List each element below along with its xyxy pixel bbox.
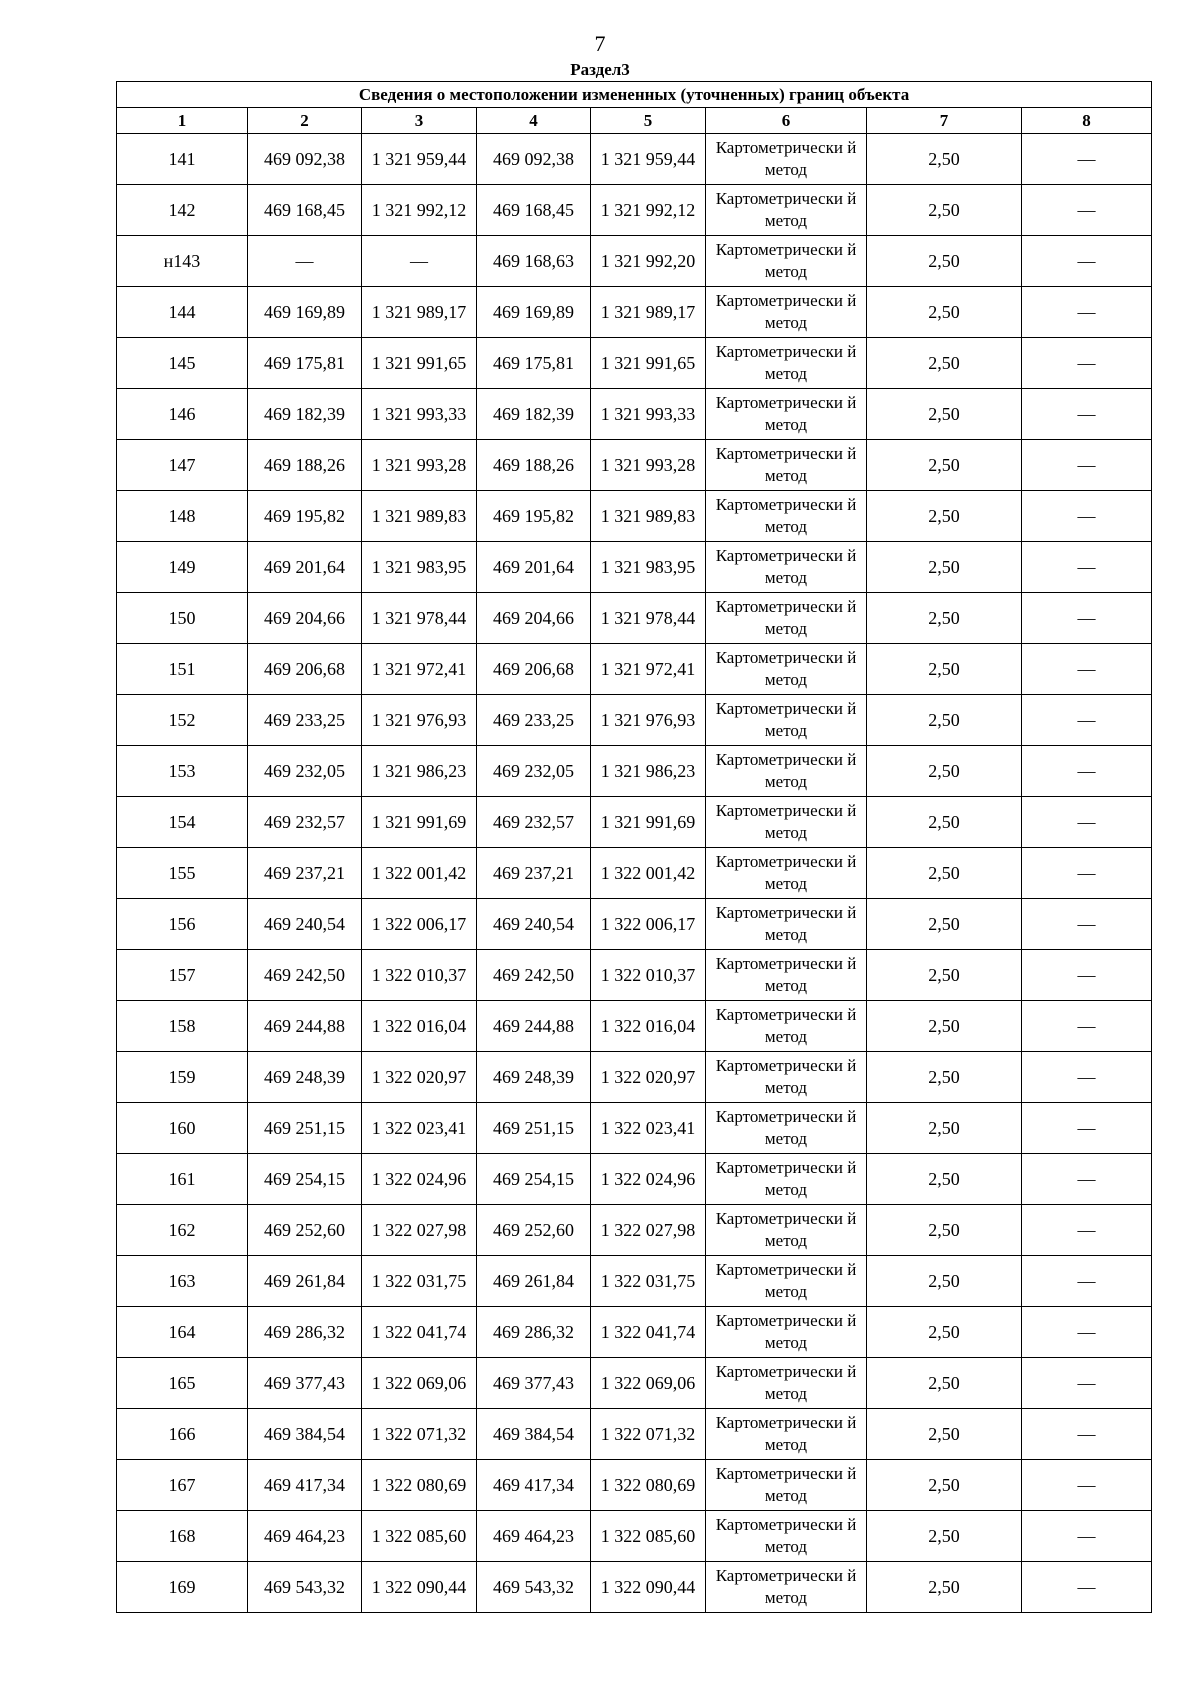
new-y-cell: 1 321 992,12 — [591, 185, 706, 236]
old-y-cell: 1 322 010,37 — [362, 950, 477, 1001]
method-cell: Картометрически й метод — [706, 1307, 867, 1358]
accuracy-cell: 2,50 — [867, 1001, 1022, 1052]
new-x-cell: 469 464,23 — [477, 1511, 591, 1562]
old-y-cell: 1 321 983,95 — [362, 542, 477, 593]
page-number: 7 — [594, 31, 606, 56]
old-x-cell: 469 286,32 — [248, 1307, 362, 1358]
old-x-cell: 469 237,21 — [248, 848, 362, 899]
old-x-cell: 469 248,39 — [248, 1052, 362, 1103]
table-row — [117, 1205, 1152, 1256]
point-id-cell: 152 — [117, 695, 248, 746]
description-cell: — — [1022, 134, 1152, 185]
table-row — [117, 1460, 1152, 1511]
description-cell: — — [1022, 797, 1152, 848]
new-x-cell: 469 237,21 — [477, 848, 591, 899]
column-number-header: 4 — [477, 108, 591, 134]
boundary-coordinates-table — [116, 81, 1152, 1613]
point-id-cell: 169 — [117, 1562, 248, 1613]
old-x-cell: 469 252,60 — [248, 1205, 362, 1256]
point-id-cell: 167 — [117, 1460, 248, 1511]
method-cell: Картометрически й метод — [706, 1358, 867, 1409]
old-x-cell: 469 092,38 — [248, 134, 362, 185]
accuracy-cell: 2,50 — [867, 491, 1022, 542]
old-x-cell: 469 195,82 — [248, 491, 362, 542]
new-x-cell: 469 204,66 — [477, 593, 591, 644]
method-cell: Картометрически й метод — [706, 338, 867, 389]
method-cell: Картометрически й метод — [706, 644, 867, 695]
old-y-cell: 1 322 071,32 — [362, 1409, 477, 1460]
table-row — [117, 1409, 1152, 1460]
new-x-cell: 469 169,89 — [477, 287, 591, 338]
point-id-cell: 168 — [117, 1511, 248, 1562]
method-cell: Картометрически й метод — [706, 695, 867, 746]
new-x-cell: 469 286,32 — [477, 1307, 591, 1358]
column-number-header: 7 — [867, 108, 1022, 134]
point-id-cell: 144 — [117, 287, 248, 338]
new-x-cell: 469 252,60 — [477, 1205, 591, 1256]
new-x-cell: 469 188,26 — [477, 440, 591, 491]
old-y-cell: 1 322 041,74 — [362, 1307, 477, 1358]
accuracy-cell: 2,50 — [867, 1409, 1022, 1460]
description-cell: — — [1022, 1001, 1152, 1052]
description-cell: — — [1022, 950, 1152, 1001]
method-cell: Картометрически й метод — [706, 1001, 867, 1052]
new-x-cell: 469 244,88 — [477, 1001, 591, 1052]
table-row — [117, 1103, 1152, 1154]
old-y-cell: 1 321 989,17 — [362, 287, 477, 338]
new-x-cell: 469 242,50 — [477, 950, 591, 1001]
description-cell: — — [1022, 593, 1152, 644]
description-cell: — — [1022, 1052, 1152, 1103]
point-id-cell: 164 — [117, 1307, 248, 1358]
method-cell: Картометрически й метод — [706, 1205, 867, 1256]
new-y-cell: 1 322 027,98 — [591, 1205, 706, 1256]
accuracy-cell: 2,50 — [867, 287, 1022, 338]
old-y-cell: 1 321 978,44 — [362, 593, 477, 644]
method-cell: Картометрически й метод — [706, 1256, 867, 1307]
table-row — [117, 593, 1152, 644]
description-cell: — — [1022, 1511, 1152, 1562]
old-y-cell: 1 322 069,06 — [362, 1358, 477, 1409]
point-id-cell: 142 — [117, 185, 248, 236]
old-x-cell: 469 201,64 — [248, 542, 362, 593]
new-y-cell: 1 321 983,95 — [591, 542, 706, 593]
new-x-cell: 469 201,64 — [477, 542, 591, 593]
description-cell: — — [1022, 695, 1152, 746]
old-y-cell: 1 321 986,23 — [362, 746, 477, 797]
new-y-cell: 1 322 001,42 — [591, 848, 706, 899]
old-y-cell: 1 322 001,42 — [362, 848, 477, 899]
method-cell: Картометрически й метод — [706, 848, 867, 899]
old-y-cell: 1 321 989,83 — [362, 491, 477, 542]
accuracy-cell: 2,50 — [867, 950, 1022, 1001]
description-cell: — — [1022, 389, 1152, 440]
old-y-cell: 1 321 991,69 — [362, 797, 477, 848]
table-row — [117, 287, 1152, 338]
new-x-cell: 469 240,54 — [477, 899, 591, 950]
table-row — [117, 440, 1152, 491]
description-cell: — — [1022, 1154, 1152, 1205]
new-x-cell: 469 233,25 — [477, 695, 591, 746]
old-y-cell: 1 321 972,41 — [362, 644, 477, 695]
method-cell: Картометрически й метод — [706, 797, 867, 848]
new-y-cell: 1 321 993,33 — [591, 389, 706, 440]
table-row — [117, 134, 1152, 185]
point-id-cell: 153 — [117, 746, 248, 797]
new-y-cell: 1 322 041,74 — [591, 1307, 706, 1358]
new-x-cell: 469 168,45 — [477, 185, 591, 236]
description-cell: — — [1022, 440, 1152, 491]
old-x-cell: — — [248, 236, 362, 287]
new-y-cell: 1 322 069,06 — [591, 1358, 706, 1409]
table-row — [117, 389, 1152, 440]
table-row — [117, 236, 1152, 287]
new-y-cell: 1 322 023,41 — [591, 1103, 706, 1154]
point-id-cell: н143 — [117, 236, 248, 287]
accuracy-cell: 2,50 — [867, 1562, 1022, 1613]
accuracy-cell: 2,50 — [867, 185, 1022, 236]
old-y-cell: 1 321 991,65 — [362, 338, 477, 389]
old-x-cell: 469 232,57 — [248, 797, 362, 848]
point-id-cell: 155 — [117, 848, 248, 899]
point-id-cell: 158 — [117, 1001, 248, 1052]
old-y-cell: 1 322 085,60 — [362, 1511, 477, 1562]
description-cell: — — [1022, 848, 1152, 899]
method-cell: Картометрически й метод — [706, 1052, 867, 1103]
table-body — [117, 134, 1152, 1613]
new-y-cell: 1 322 080,69 — [591, 1460, 706, 1511]
method-cell: Картометрически й метод — [706, 542, 867, 593]
method-cell: Картометрически й метод — [706, 1511, 867, 1562]
description-cell: — — [1022, 287, 1152, 338]
accuracy-cell: 2,50 — [867, 899, 1022, 950]
method-cell: Картометрически й метод — [706, 185, 867, 236]
old-y-cell: — — [362, 236, 477, 287]
description-cell: — — [1022, 1103, 1152, 1154]
column-number-header: 3 — [362, 108, 477, 134]
point-id-cell: 154 — [117, 797, 248, 848]
new-x-cell: 469 417,34 — [477, 1460, 591, 1511]
point-id-cell: 145 — [117, 338, 248, 389]
description-cell: — — [1022, 1205, 1152, 1256]
table-row — [117, 695, 1152, 746]
point-id-cell: 165 — [117, 1358, 248, 1409]
point-id-cell: 162 — [117, 1205, 248, 1256]
new-x-cell: 469 195,82 — [477, 491, 591, 542]
new-x-cell: 469 182,39 — [477, 389, 591, 440]
table-row — [117, 1256, 1152, 1307]
table-row — [117, 1358, 1152, 1409]
point-id-cell: 160 — [117, 1103, 248, 1154]
point-id-cell: 147 — [117, 440, 248, 491]
new-y-cell: 1 322 016,04 — [591, 1001, 706, 1052]
point-id-cell: 166 — [117, 1409, 248, 1460]
table-row — [117, 899, 1152, 950]
method-cell: Картометрически й метод — [706, 287, 867, 338]
column-number-header: 8 — [1022, 108, 1152, 134]
old-y-cell: 1 321 993,28 — [362, 440, 477, 491]
new-x-cell: 469 206,68 — [477, 644, 591, 695]
table-row — [117, 338, 1152, 389]
old-x-cell: 469 464,23 — [248, 1511, 362, 1562]
new-y-cell: 1 322 024,96 — [591, 1154, 706, 1205]
description-cell: — — [1022, 491, 1152, 542]
old-y-cell: 1 321 993,33 — [362, 389, 477, 440]
old-y-cell: 1 321 976,93 — [362, 695, 477, 746]
new-x-cell: 469 248,39 — [477, 1052, 591, 1103]
description-cell: — — [1022, 899, 1152, 950]
new-x-cell: 469 543,32 — [477, 1562, 591, 1613]
method-cell: Картометрически й метод — [706, 1460, 867, 1511]
old-x-cell: 469 204,66 — [248, 593, 362, 644]
old-x-cell: 469 377,43 — [248, 1358, 362, 1409]
old-x-cell: 469 175,81 — [248, 338, 362, 389]
accuracy-cell: 2,50 — [867, 134, 1022, 185]
new-y-cell: 1 321 992,20 — [591, 236, 706, 287]
old-x-cell: 469 240,54 — [248, 899, 362, 950]
accuracy-cell: 2,50 — [867, 440, 1022, 491]
accuracy-cell: 2,50 — [867, 797, 1022, 848]
table-row — [117, 542, 1152, 593]
new-y-cell: 1 322 006,17 — [591, 899, 706, 950]
new-x-cell: 469 168,63 — [477, 236, 591, 287]
new-x-cell: 469 384,54 — [477, 1409, 591, 1460]
old-x-cell: 469 169,89 — [248, 287, 362, 338]
new-y-cell: 1 321 989,17 — [591, 287, 706, 338]
new-y-cell: 1 321 993,28 — [591, 440, 706, 491]
old-y-cell: 1 322 006,17 — [362, 899, 477, 950]
old-y-cell: 1 322 027,98 — [362, 1205, 477, 1256]
accuracy-cell: 2,50 — [867, 1205, 1022, 1256]
old-x-cell: 469 168,45 — [248, 185, 362, 236]
accuracy-cell: 2,50 — [867, 542, 1022, 593]
old-x-cell: 469 417,34 — [248, 1460, 362, 1511]
new-y-cell: 1 322 071,32 — [591, 1409, 706, 1460]
table-row — [117, 848, 1152, 899]
method-cell: Картометрически й метод — [706, 899, 867, 950]
old-x-cell: 469 188,26 — [248, 440, 362, 491]
new-y-cell: 1 322 090,44 — [591, 1562, 706, 1613]
method-cell: Картометрически й метод — [706, 950, 867, 1001]
old-y-cell: 1 322 023,41 — [362, 1103, 477, 1154]
new-y-cell: 1 321 976,93 — [591, 695, 706, 746]
accuracy-cell: 2,50 — [867, 389, 1022, 440]
description-cell: — — [1022, 644, 1152, 695]
new-y-cell: 1 322 085,60 — [591, 1511, 706, 1562]
table-row — [117, 950, 1152, 1001]
point-id-cell: 161 — [117, 1154, 248, 1205]
description-cell: — — [1022, 185, 1152, 236]
table-row — [117, 1052, 1152, 1103]
new-y-cell: 1 321 972,41 — [591, 644, 706, 695]
new-y-cell: 1 321 959,44 — [591, 134, 706, 185]
column-number-header: 5 — [591, 108, 706, 134]
old-x-cell: 469 242,50 — [248, 950, 362, 1001]
new-x-cell: 469 232,57 — [477, 797, 591, 848]
old-y-cell: 1 322 031,75 — [362, 1256, 477, 1307]
description-cell: — — [1022, 1256, 1152, 1307]
point-id-cell: 159 — [117, 1052, 248, 1103]
old-x-cell: 469 261,84 — [248, 1256, 362, 1307]
accuracy-cell: 2,50 — [867, 338, 1022, 389]
point-id-cell: 141 — [117, 134, 248, 185]
column-number-header: 1 — [117, 108, 248, 134]
point-id-cell: 149 — [117, 542, 248, 593]
accuracy-cell: 2,50 — [867, 848, 1022, 899]
table-row — [117, 797, 1152, 848]
table-row — [117, 1511, 1152, 1562]
old-y-cell: 1 322 016,04 — [362, 1001, 477, 1052]
point-id-cell: 150 — [117, 593, 248, 644]
method-cell: Картометрически й метод — [706, 389, 867, 440]
method-cell: Картометрически й метод — [706, 236, 867, 287]
table-row — [117, 491, 1152, 542]
method-cell: Картометрически й метод — [706, 593, 867, 644]
accuracy-cell: 2,50 — [867, 1052, 1022, 1103]
point-id-cell: 151 — [117, 644, 248, 695]
description-cell: — — [1022, 1358, 1152, 1409]
old-x-cell: 469 182,39 — [248, 389, 362, 440]
new-y-cell: 1 322 020,97 — [591, 1052, 706, 1103]
accuracy-cell: 2,50 — [867, 593, 1022, 644]
table-caption: Сведения о местоположении измененных (уточненных) границ объекта — [117, 82, 1152, 108]
accuracy-cell: 2,50 — [867, 236, 1022, 287]
description-cell: — — [1022, 338, 1152, 389]
new-y-cell: 1 321 991,65 — [591, 338, 706, 389]
accuracy-cell: 2,50 — [867, 1103, 1022, 1154]
new-y-cell: 1 321 991,69 — [591, 797, 706, 848]
method-cell: Картометрически й метод — [706, 1103, 867, 1154]
column-number-header: 2 — [248, 108, 362, 134]
accuracy-cell: 2,50 — [867, 1256, 1022, 1307]
method-cell: Картометрически й метод — [706, 1154, 867, 1205]
new-x-cell: 469 377,43 — [477, 1358, 591, 1409]
description-cell: — — [1022, 1307, 1152, 1358]
method-cell: Картометрически й метод — [706, 1562, 867, 1613]
old-x-cell: 469 206,68 — [248, 644, 362, 695]
new-x-cell: 469 261,84 — [477, 1256, 591, 1307]
old-x-cell: 469 232,05 — [248, 746, 362, 797]
table-row — [117, 1001, 1152, 1052]
accuracy-cell: 2,50 — [867, 695, 1022, 746]
column-number-header: 6 — [706, 108, 867, 134]
column-number-row — [117, 108, 1152, 134]
description-cell: — — [1022, 1460, 1152, 1511]
method-cell: Картометрически й метод — [706, 1409, 867, 1460]
new-x-cell: 469 175,81 — [477, 338, 591, 389]
table-row — [117, 1154, 1152, 1205]
description-cell: — — [1022, 1409, 1152, 1460]
old-x-cell: 469 244,88 — [248, 1001, 362, 1052]
old-y-cell: 1 321 959,44 — [362, 134, 477, 185]
accuracy-cell: 2,50 — [867, 1358, 1022, 1409]
old-y-cell: 1 322 080,69 — [362, 1460, 477, 1511]
new-x-cell: 469 092,38 — [477, 134, 591, 185]
description-cell: — — [1022, 236, 1152, 287]
accuracy-cell: 2,50 — [867, 644, 1022, 695]
accuracy-cell: 2,50 — [867, 1307, 1022, 1358]
new-y-cell: 1 322 010,37 — [591, 950, 706, 1001]
new-y-cell: 1 321 978,44 — [591, 593, 706, 644]
new-x-cell: 469 254,15 — [477, 1154, 591, 1205]
section-title: Раздел3 — [570, 60, 630, 79]
point-id-cell: 156 — [117, 899, 248, 950]
description-cell: — — [1022, 542, 1152, 593]
table-row — [117, 746, 1152, 797]
description-cell: — — [1022, 746, 1152, 797]
accuracy-cell: 2,50 — [867, 1511, 1022, 1562]
method-cell: Картометрически й метод — [706, 440, 867, 491]
old-y-cell: 1 322 024,96 — [362, 1154, 477, 1205]
method-cell: Картометрически й метод — [706, 746, 867, 797]
table-row — [117, 185, 1152, 236]
method-cell: Картометрически й метод — [706, 491, 867, 542]
old-y-cell: 1 322 020,97 — [362, 1052, 477, 1103]
new-y-cell: 1 321 989,83 — [591, 491, 706, 542]
old-y-cell: 1 322 090,44 — [362, 1562, 477, 1613]
table-row — [117, 1562, 1152, 1613]
old-x-cell: 469 543,32 — [248, 1562, 362, 1613]
old-x-cell: 469 251,15 — [248, 1103, 362, 1154]
point-id-cell: 163 — [117, 1256, 248, 1307]
old-y-cell: 1 321 992,12 — [362, 185, 477, 236]
old-x-cell: 469 384,54 — [248, 1409, 362, 1460]
new-y-cell: 1 321 986,23 — [591, 746, 706, 797]
table-row — [117, 644, 1152, 695]
accuracy-cell: 2,50 — [867, 746, 1022, 797]
point-id-cell: 157 — [117, 950, 248, 1001]
description-cell: — — [1022, 1562, 1152, 1613]
accuracy-cell: 2,50 — [867, 1154, 1022, 1205]
old-x-cell: 469 233,25 — [248, 695, 362, 746]
method-cell: Картометрически й метод — [706, 134, 867, 185]
accuracy-cell: 2,50 — [867, 1460, 1022, 1511]
new-x-cell: 469 251,15 — [477, 1103, 591, 1154]
old-x-cell: 469 254,15 — [248, 1154, 362, 1205]
point-id-cell: 146 — [117, 389, 248, 440]
new-y-cell: 1 322 031,75 — [591, 1256, 706, 1307]
new-x-cell: 469 232,05 — [477, 746, 591, 797]
point-id-cell: 148 — [117, 491, 248, 542]
table-row — [117, 1307, 1152, 1358]
